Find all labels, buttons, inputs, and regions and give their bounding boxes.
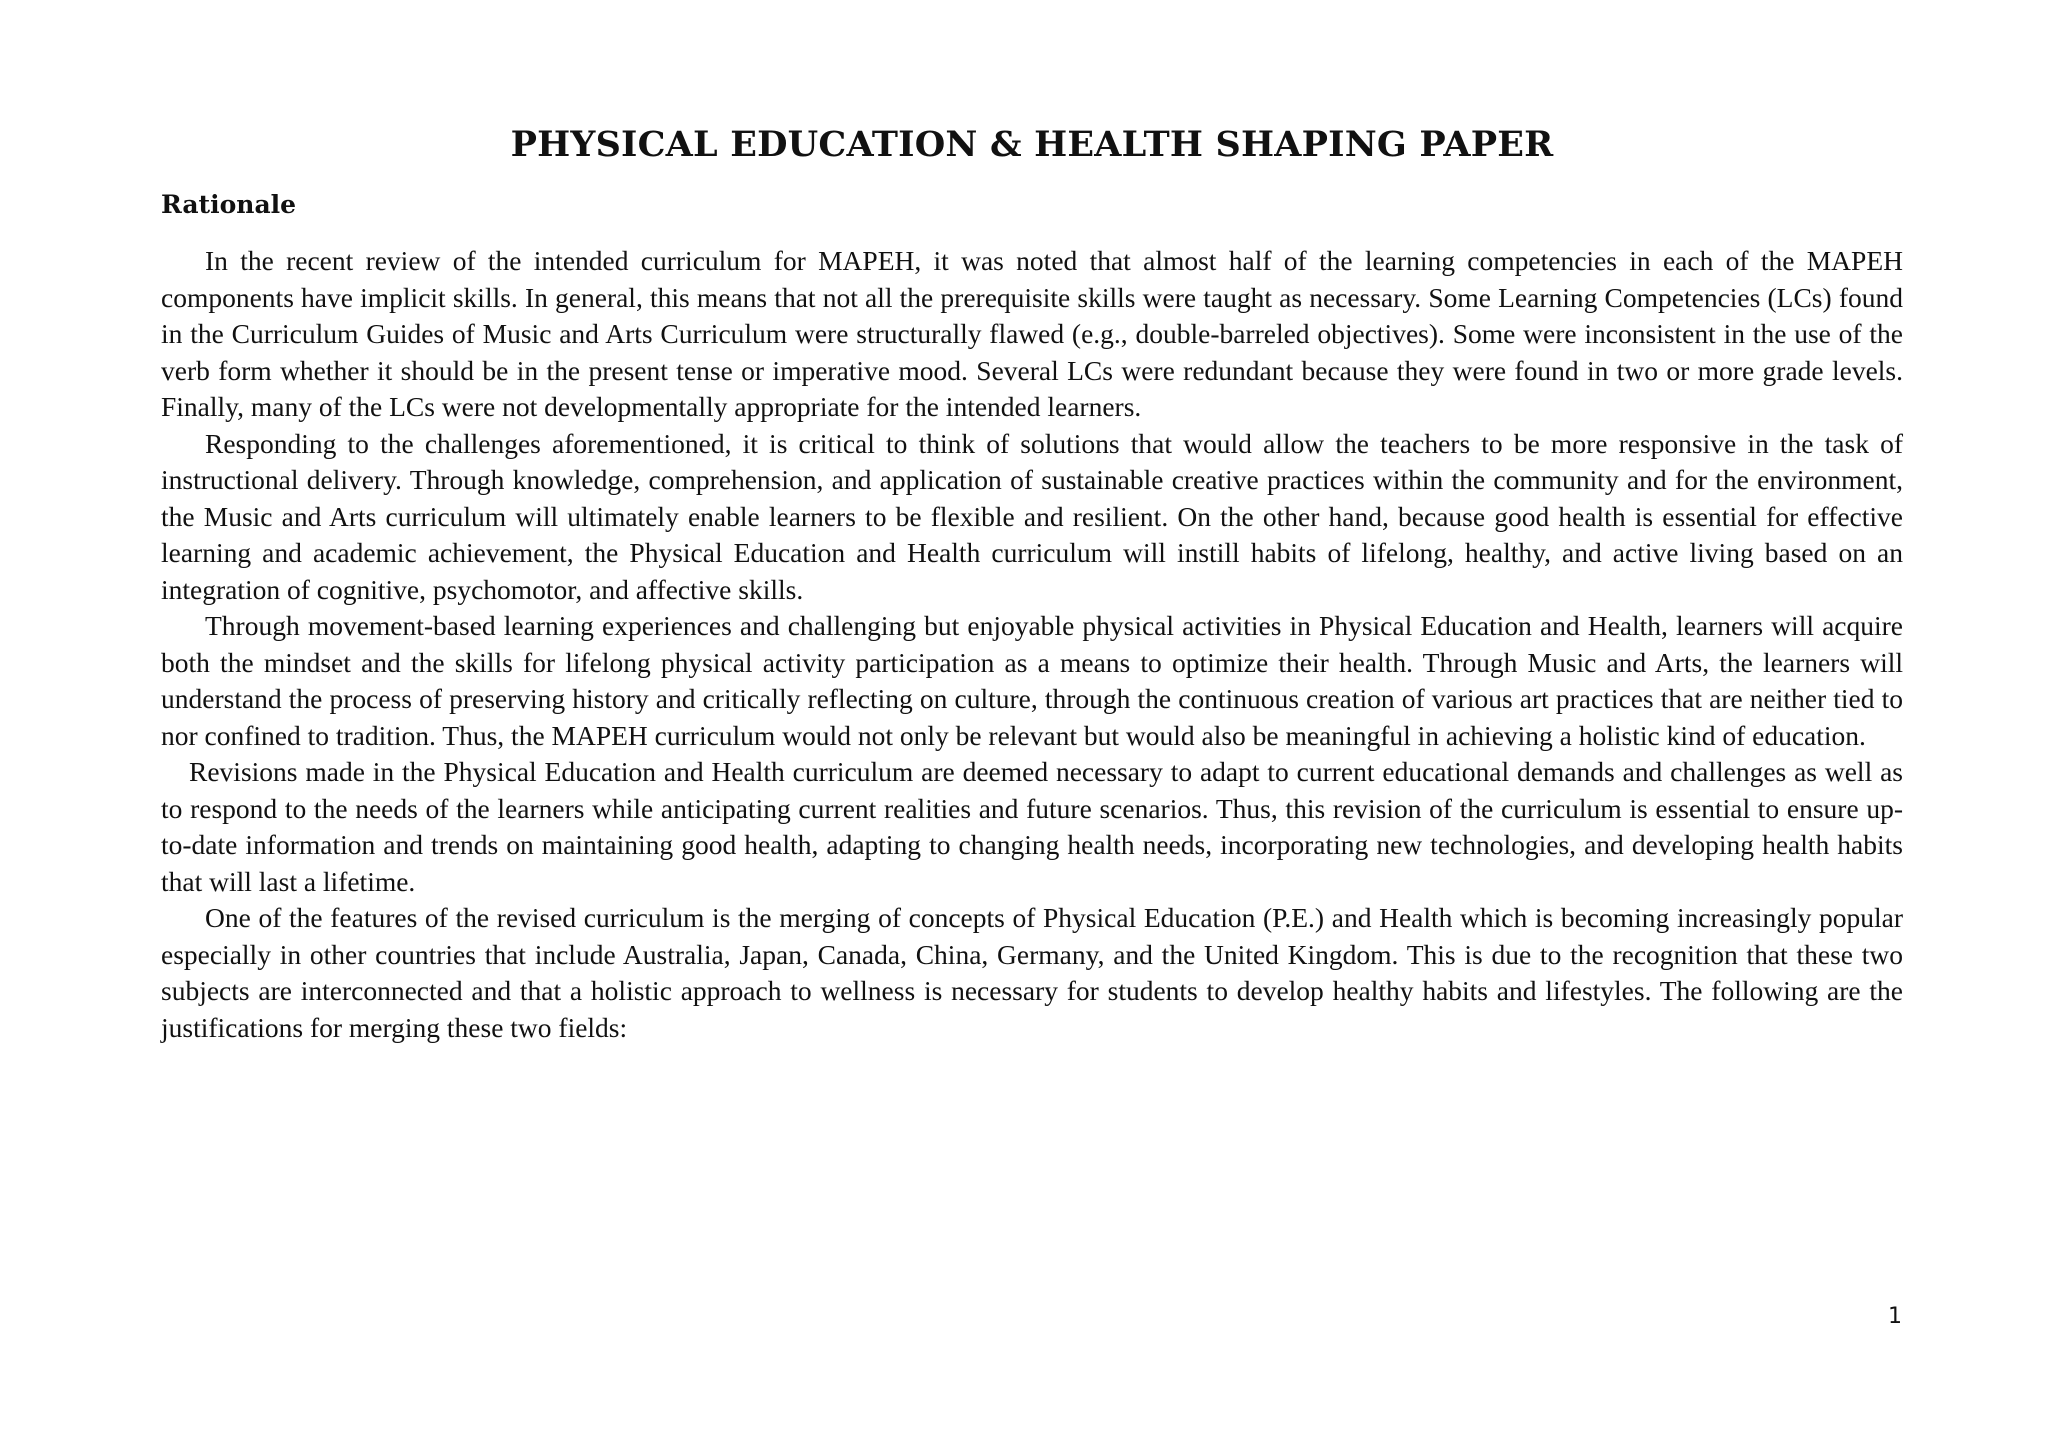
paragraph-movement: Through movement-based learning experiences and challenging but enjoyable physical activities in Physical Education and Health, learners will acquire both the mindset and the skills for lifelong physical activity participation as a means to optimize their health. Through Music and Arts, the learners will understand the process of preserving history and critically reflecting on culture, through the continuous creation of various art practices that are neither tied to nor confined to tradition. Thus, the MAPEH curriculum would not only be relevant but would also be meaningful in achieving a holistic kind of education.: [161, 610, 1903, 751]
paragraph-merging: One of the features of the revised curriculum is the merging of concepts of Physical Education (P.E.) and Health which is becoming increasingly popular especially in other countries that include Australia, Japan, Canada, China, Germany, and the United Kingdom. This is due to the recognition that these two subjects are interconnected and that a holistic approach to wellness is necessary for students to develop healthy habits and lifestyles. The following are the justifications for merging these two fields:: [161, 902, 1903, 1043]
rationale-body: [161, 243, 1903, 1046]
paragraph-revisions: Revisions made in the Physical Education and Health curriculum are deemed necessary to adapt to current educational demands and challenges as well as to respond to the needs of the learners while anticipating current realities and future scenarios. Thus, this revision of the curriculum is essential to ensure up-to-date information and trends on maintaining good health, adapting to changing health needs, incorporating new technologies, and developing health habits that will last a lifetime.: [161, 756, 1903, 897]
paragraph-review: In the recent review of the intended curriculum for MAPEH, it was noted that almost half of the learning competencies in each of the MAPEH components have implicit skills. In general, this means that not all the prerequisite skills were taught as necessary. Some Learning Competencies (LCs) found in the Curriculum Guides of Music and Arts Curriculum were structurally flawed (e.g., double-barreled objectives). Some were inconsistent in the use of the verb form whether it should be in the present tense or imperative mood. Several LCs were redundant because they were found in two or more grade levels. Finally, many of the LCs were not developmentally appropriate for the intended learners.: [161, 245, 1903, 422]
page-number: 1: [1888, 1304, 1902, 1329]
paragraph-challenges: Responding to the challenges aforementioned, it is critical to think of solutions that would allow the teachers to be more responsive in the task of instructional delivery. Through knowledge, comprehension, and application of sustainable creative practices within the community and for the environment, the Music and Arts curriculum will ultimately enable learners to be flexible and resilient. On the other hand, because good health is essential for effective learning and academic achievement, the Physical Education and Health curriculum will instill habits of lifelong, healthy, and active living based on an integration of cognitive, psychomotor, and affective skills.: [161, 427, 1903, 605]
document-title: PHYSICAL EDUCATION & HEALTH SHAPING PAPER: [510, 124, 1554, 165]
page-content: [161, 118, 1903, 1046]
section-heading-rationale: Rationale: [161, 190, 297, 219]
